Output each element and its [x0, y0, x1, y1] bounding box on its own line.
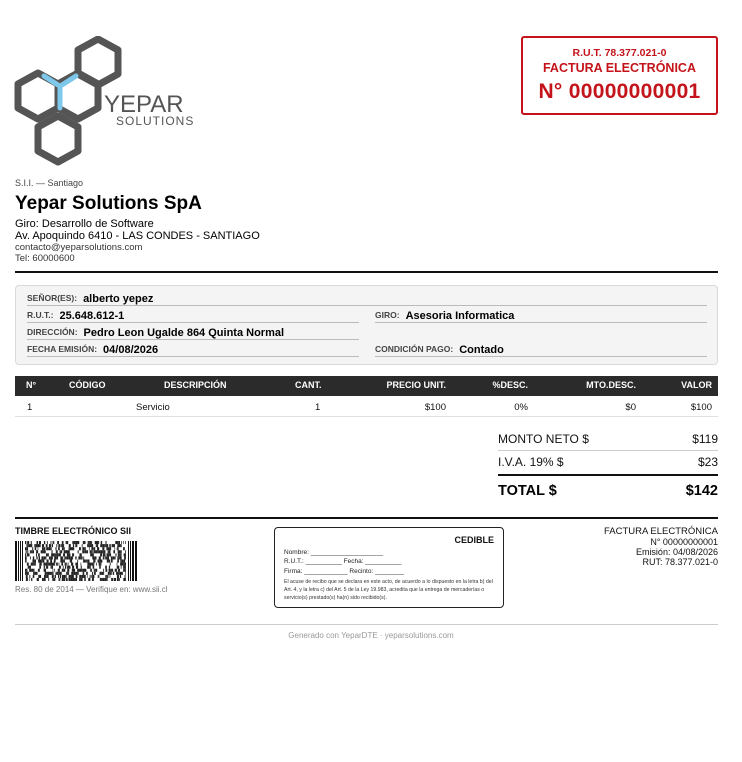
- grand-total-label: TOTAL $: [498, 483, 557, 499]
- header-divider: [15, 271, 718, 273]
- cell-description: Servicio: [136, 402, 170, 413]
- client-name-field: [27, 290, 707, 306]
- company-name: Yepar Solutions SpA: [15, 193, 202, 214]
- client-address-value: Pedro Leon Ugalde 864 Quinta Normal: [83, 327, 285, 339]
- client-rut-value: 25.648.612-1: [59, 310, 125, 322]
- client-rut-label: R.U.T.:: [27, 310, 54, 320]
- document-folio: N° 00000000001: [538, 80, 701, 103]
- cedible-title: CEDIBLE: [454, 535, 494, 545]
- issuer-rut: R.U.T. 78.377.021-0: [572, 47, 667, 59]
- client-giro-label: GIRO:: [375, 310, 400, 320]
- bottom-divider: [15, 624, 718, 625]
- document-id-box: [521, 36, 718, 115]
- col-header-number: N°: [26, 380, 37, 390]
- items-table-header: [15, 376, 718, 396]
- generated-by-note: Generado con YeparDTE · yeparsolutions.com: [288, 631, 454, 640]
- sii-office: S.I.I. — Santiago: [15, 178, 84, 188]
- issue-date-label: FECHA EMISIÓN:: [27, 344, 98, 354]
- payment-terms-value: Contado: [459, 344, 504, 356]
- vat-value: $23: [697, 455, 718, 469]
- vat-row: [498, 455, 718, 473]
- table-row: [15, 397, 718, 417]
- footer-issuer-rut: RUT: 78.377.021-0: [642, 557, 718, 567]
- company-logo: [14, 36, 224, 172]
- col-header-unit-price: PRECIO UNIT.: [386, 380, 446, 390]
- cedible-box: [274, 527, 504, 608]
- net-amount-row: [498, 432, 718, 450]
- cell-number: 1: [27, 402, 33, 413]
- footer-doc-type: FACTURA ELECTRÓNICA: [603, 526, 718, 537]
- cedible-name-line: Nombre: ____________________: [284, 549, 384, 556]
- totals-divider: [498, 450, 718, 451]
- company-phone: Tel: 60000600: [15, 253, 75, 264]
- cedible-legal-text: El acuse de recibo que se declara en este acto, de acuerdo a lo dispuesto en la letra b) del Art. 4, y la letra c) del Art. 5 de la Ley 19.983, acredita que la entrega de mercaderías o servicio(s) prestado(s) ha(n) sido recibido(s).: [284, 579, 493, 601]
- company-email: contacto@yeparsolutions.com: [15, 242, 143, 253]
- client-address-field: [27, 324, 359, 340]
- col-header-discount-amount: MTO.DESC.: [586, 380, 636, 390]
- client-giro-value: Asesoria Informatica: [405, 310, 515, 322]
- client-giro-field: [375, 307, 707, 323]
- logo-brand-text: YEPAR: [104, 91, 184, 118]
- footer-divider: [15, 517, 718, 519]
- logo-tagline-text: SOLUTIONS: [116, 114, 195, 128]
- net-amount-label: MONTO NETO $: [498, 432, 589, 446]
- company-giro: Giro: Desarrollo de Software: [15, 218, 154, 230]
- footer-issue-date: Emisión: 04/08/2026: [635, 547, 718, 557]
- sii-resolution: Res. 80 de 2014 — Verifique en: www.sii.cl: [15, 585, 168, 594]
- cell-unit-price: $100: [424, 402, 446, 413]
- client-name-label: SEÑOR(ES):: [27, 293, 78, 303]
- col-header-quantity: CANT.: [295, 380, 322, 390]
- electronic-stamp-title: TIMBRE ELECTRÓNICO SII: [15, 526, 132, 536]
- issue-date-field: [27, 341, 359, 357]
- client-info-box: [15, 285, 718, 365]
- cedible-signature-line: Firma: ____________ Recinto: ________: [284, 568, 404, 575]
- grand-total-value: $142: [685, 483, 718, 499]
- grand-total-row: [498, 483, 718, 501]
- document-type: FACTURA ELECTRÓNICA: [542, 61, 696, 75]
- cell-discount-amount: $0: [625, 402, 636, 413]
- col-header-value: VALOR: [681, 380, 712, 390]
- issue-date-value: 04/08/2026: [103, 344, 159, 356]
- cedible-rut-date-line: R.U.T.: __________ Fecha: __________: [284, 558, 402, 565]
- company-address: Av. Apoquindo 6410 - LAS CONDES - SANTIAGO: [15, 230, 260, 242]
- client-address-label: DIRECCIÓN:: [27, 327, 78, 337]
- col-header-code: CÓDIGO: [69, 380, 106, 390]
- pdf417-barcode: [15, 541, 137, 581]
- hexagon-logo-icon: [14, 36, 224, 172]
- col-header-description: DESCRIPCIÓN: [164, 380, 227, 390]
- cell-quantity: 1: [315, 402, 321, 413]
- payment-terms-label: CONDICIÓN PAGO:: [375, 344, 454, 354]
- client-name-value: alberto yepez: [83, 293, 154, 305]
- col-header-discount-pct: %DESC.: [492, 380, 528, 390]
- payment-terms-field: [375, 341, 707, 357]
- total-divider: [498, 474, 718, 476]
- cell-discount-pct: 0%: [514, 402, 528, 413]
- net-amount-value: $119: [692, 432, 718, 446]
- footer-folio: N° 00000000001: [650, 537, 718, 547]
- vat-label: I.V.A. 19% $: [498, 455, 564, 469]
- client-rut-field: [27, 307, 359, 323]
- cell-value: $100: [690, 402, 712, 413]
